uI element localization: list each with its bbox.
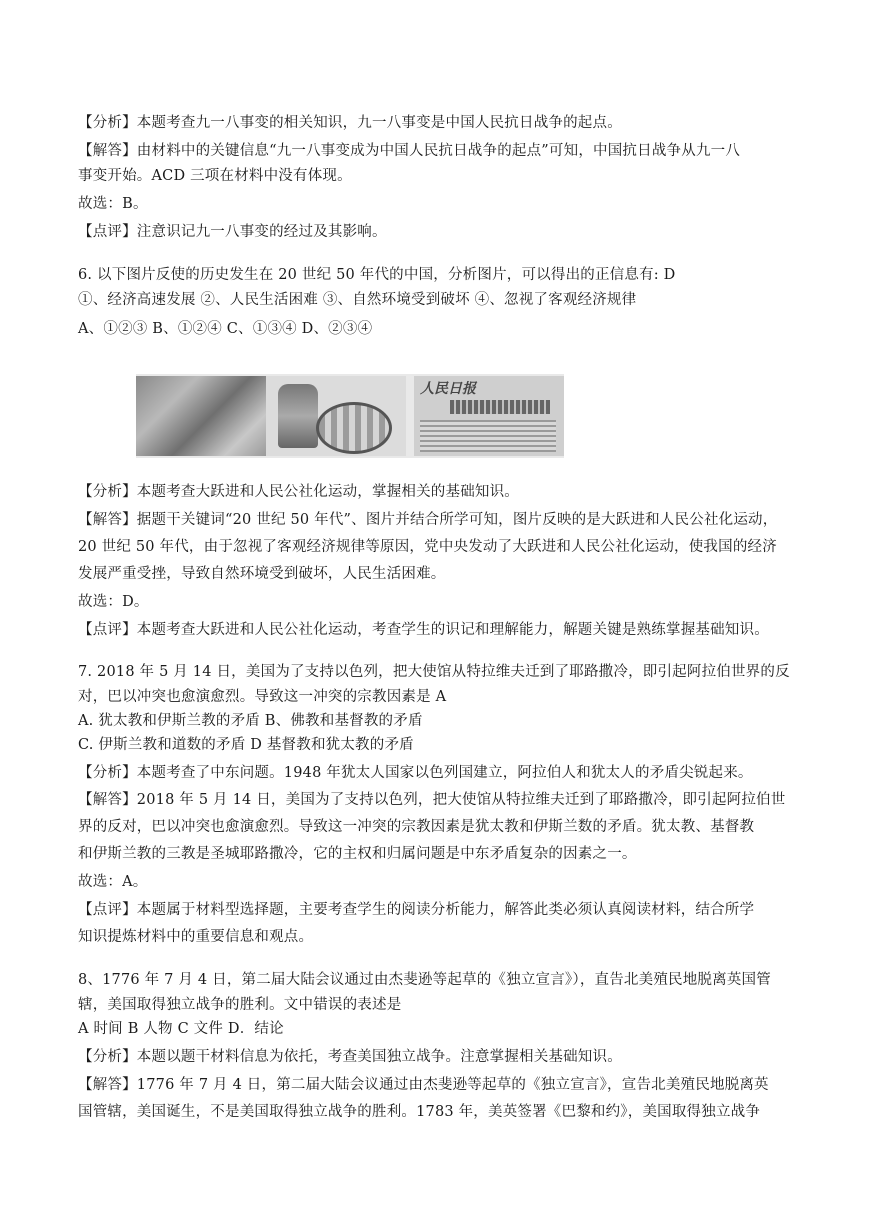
q6-answer-line-2: 20 世纪 50 年代，由于忽视了客观经济规律等原因，党中央发动了大跃进和人民公社化运动，使我国的经济 <box>78 539 777 555</box>
q6-choice: 故选：D。 <box>78 594 149 610</box>
q7-comment-line-1: 【点评】本题属于材料型选择题，主要考查学生的阅读分析能力，解答此类必须认真阅读材料，结合所学 <box>78 902 755 918</box>
q8-answer-line-1: 【解答】1776 年 7 月 4 日，第二届大陆会议通过由杰斐逊等起草的《独立宣言》，宣告北美殖民地脱离英 <box>78 1077 769 1093</box>
poster-pumpkin <box>316 402 392 454</box>
q7-options-ab: A. 犹太教和伊斯兰教的矛盾 B、佛教和基督教的矛盾 <box>78 713 423 729</box>
q7-stem-line-1: 7. 2018 年 5 月 14 日，美国为了支持以色列，把大使馆从特拉维夫迁到了耶路撒冷，即引起阿拉伯世界的反 <box>78 664 790 680</box>
q6-comment: 【点评】本题考查大跃进和人民公社化运动，考查学生的识记和理解能力，解题关键是熟练掌握基础知识。 <box>78 622 769 638</box>
q7-answer-line-1: 【解答】2018 年 5 月 14 日，美国为了支持以色列，把大使馆从特拉维夫迁到了耶路撒冷，即引起阿拉伯世 <box>78 792 786 808</box>
q5-answer-line-2: 事变开始。ACD 三项在材料中没有体现。 <box>78 168 352 184</box>
q7-options-cd: C. 伊斯兰教和道数的矛盾 D 基督教和犹太教的矛盾 <box>78 737 414 753</box>
q6-photo-strip <box>136 374 564 458</box>
q7-stem-line-2: 对，巴以冲突也愈演愈烈。导致这一冲突的宗教因素是 A <box>78 689 447 705</box>
q8-stem-line-1: 8、1776 年 7 月 4 日，第二届大陆会议通过由杰斐逊等起草的《独立宣言》），直告北美殖民地脱离英国管 <box>78 972 771 988</box>
q6-analysis: 【分析】本题考查大跃进和人民公社化运动，掌握相关的基础知识。 <box>78 484 519 500</box>
q6-items: ①、经济高速发展 ②、人民生活困难 ③、自然环境受到破坏 ④、忽视了客观经济规律 <box>78 292 637 308</box>
q6-answer-line-3: 发展严重受挫，导致自然环境受到破坏，人民生活困难。 <box>78 566 446 582</box>
q7-analysis: 【分析】本题考查了中东问题。1948 年犹太人国家以色列国建立，阿拉伯人和犹太人的矛盾尖锐起来。 <box>78 765 753 781</box>
q5-choice: 故选：B。 <box>78 196 148 212</box>
q8-options: A 时间 B 人物 C 文件 D．结论 <box>78 1021 284 1037</box>
newspaper-body <box>420 420 556 452</box>
newspaper-headline <box>450 400 550 414</box>
q8-analysis: 【分析】本题以题干材料信息为依托，考查美国独立战争。注意掌握相关基础知识。 <box>78 1049 622 1065</box>
q5-analysis: 【分析】本题考查九一八事变的相关知识，九一八事变是中国人民抗日战争的起点。 <box>78 115 622 131</box>
newspaper-masthead: 人民日报 <box>420 381 476 397</box>
q7-comment-line-2: 知识提炼材料中的重要信息和观点。 <box>78 929 314 945</box>
q7-answer-line-3: 和伊斯兰教的三教是圣城耶路撒冷，它的主权和归属问题是中东矛盾复杂的因素之一。 <box>78 846 637 862</box>
q5-comment: 【点评】注意识记九一八事变的经过及其影响。 <box>78 224 387 240</box>
q6-options: A、①②③ B、①②④ C、①③④ D、②③④ <box>78 321 373 337</box>
q6-stem: 6. 以下图片反使的历史发生在 20 世纪 50 年代的中国，分析图片，可以得出的正信息有: D <box>78 267 676 283</box>
q8-answer-line-2: 国管辖，美国诞生，不是美国取得独立战争的胜利。1783 年，美英签署《巴黎和约》，美国取得独立战争 <box>78 1104 761 1120</box>
q7-answer-line-2: 界的反对，巴以冲突也愈演愈烈。导致这一冲突的宗教因素是犹太教和伊斯兰数的矛盾。犹太教、基督教 <box>78 819 755 835</box>
photo-newspaper <box>414 376 564 456</box>
q8-stem-line-2: 辖，美国取得独立战争的胜利。文中错误的表述是 <box>78 997 402 1013</box>
photo-furnace <box>136 376 266 456</box>
q7-choice: 故选：A。 <box>78 874 148 890</box>
poster-figure <box>278 384 318 448</box>
photo-pumpkin-poster <box>266 376 406 456</box>
q6-answer-line-1: 【解答】据题干关键词“20 世纪 50 年代”、图片并结合所学可知，图片反映的是大跃进和人民公社化运动， <box>78 512 778 528</box>
q5-answer-line-1: 【解答】由材料中的关键信息“九一八事变成为中国人民抗日战争的起点”可知，中国抗日战争从九一八 <box>78 143 741 159</box>
